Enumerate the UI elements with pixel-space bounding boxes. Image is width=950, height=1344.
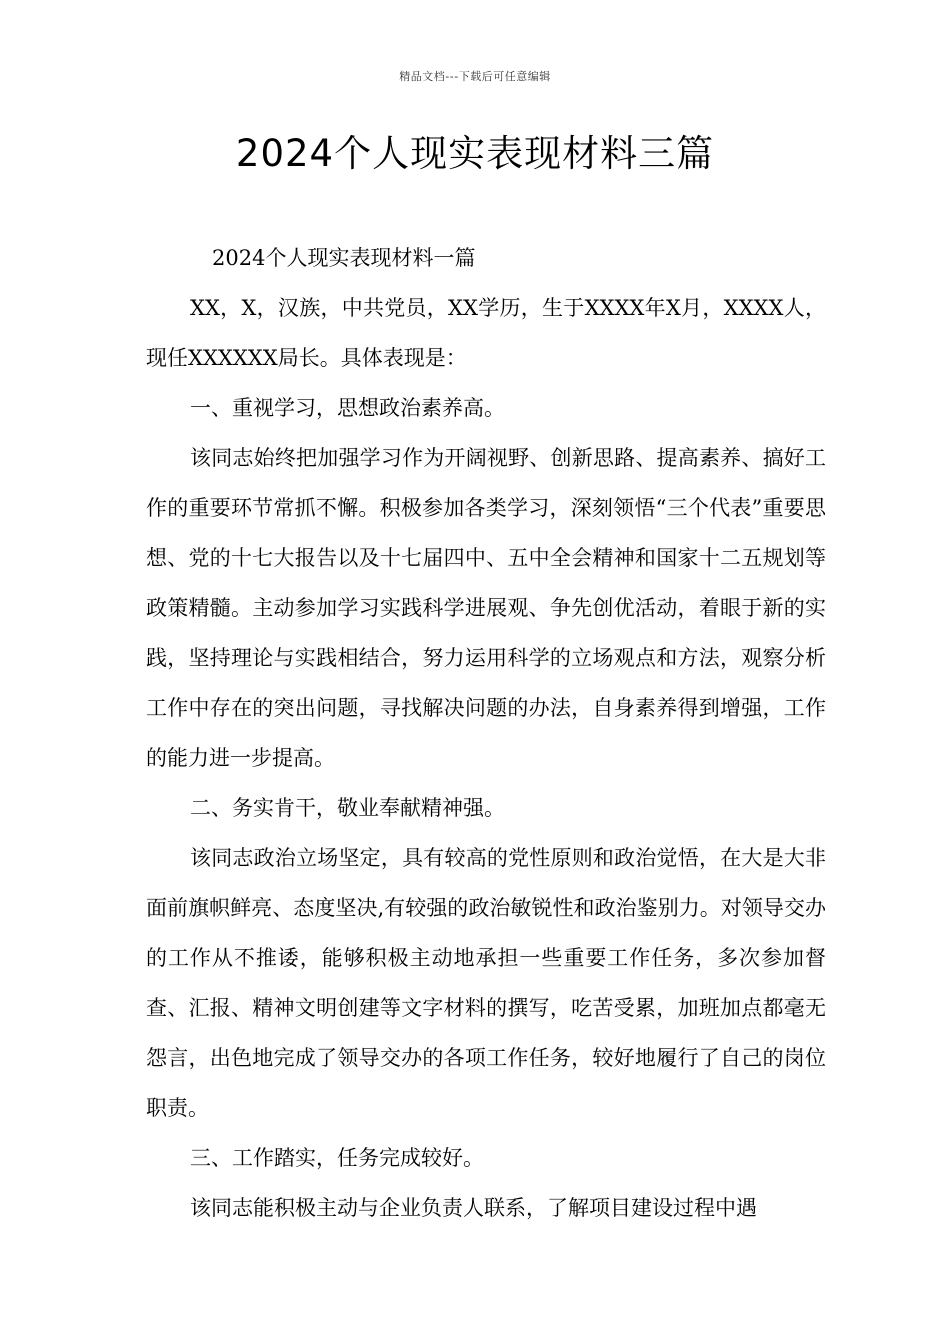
paragraph: XX，X，汉族，中共党员，XX学历，生于XXXX年X月，XXXX人，现任XXXXXX局长。具体表现是： — [146, 296, 826, 370]
paragraph: 该同志始终把加强学习作为开阔视野、创新思路、提高素养、搞好工作的重要环节常抓不懈。积极参加各类学习，深刻领悟“三个代表”重要思想、党的十七大报告以及十七届四中、五中全会精神和国家十二五规划等政策精髓。主动参加学习实践科学进展观、争先创优活动，着眼于新的实践，坚持理论与实践相结合，努力运用科学的立场观点和方法，观察分析工作中存在的突出问题，寻找解决问题的办法，自身素养得到增强，工作的能力进一步提高。 — [146, 446, 826, 770]
document-body — [146, 233, 826, 1233]
document-title: 2024个人现实表现材料三篇 — [235, 132, 715, 175]
section-heading: 一、重视学习，思想政治素养高。 — [190, 396, 505, 420]
paragraph: 该同志能积极主动与企业负责人联系，了解项目建设过程中遇 — [190, 1196, 757, 1220]
section-subtitle: 2024个人现实表现材料一篇 — [212, 246, 476, 270]
paragraph: 该同志政治立场坚定，具有较高的党性原则和政治觉悟，在大是大非面前旗帜鲜亮、态度坚决,有较强的政治敏锐性和政治鉴别力。对领导交办的工作从不推诿，能够积极主动地承担一些重要工作任务，多次参加督查、汇报、精神文明创建等文字材料的撰写，吃苦受累，加班加点都毫无怨言，出色地完成了领导交办的各项工作任务，较好地履行了自己的岗位职责。 — [146, 846, 826, 1120]
section-heading: 三、工作踏实，任务完成较好。 — [190, 1146, 484, 1170]
header-note: 精品文档---下载后可任意编辑 — [399, 70, 551, 83]
section-heading: 二、务实肯干，敬业奉献精神强。 — [190, 796, 505, 820]
